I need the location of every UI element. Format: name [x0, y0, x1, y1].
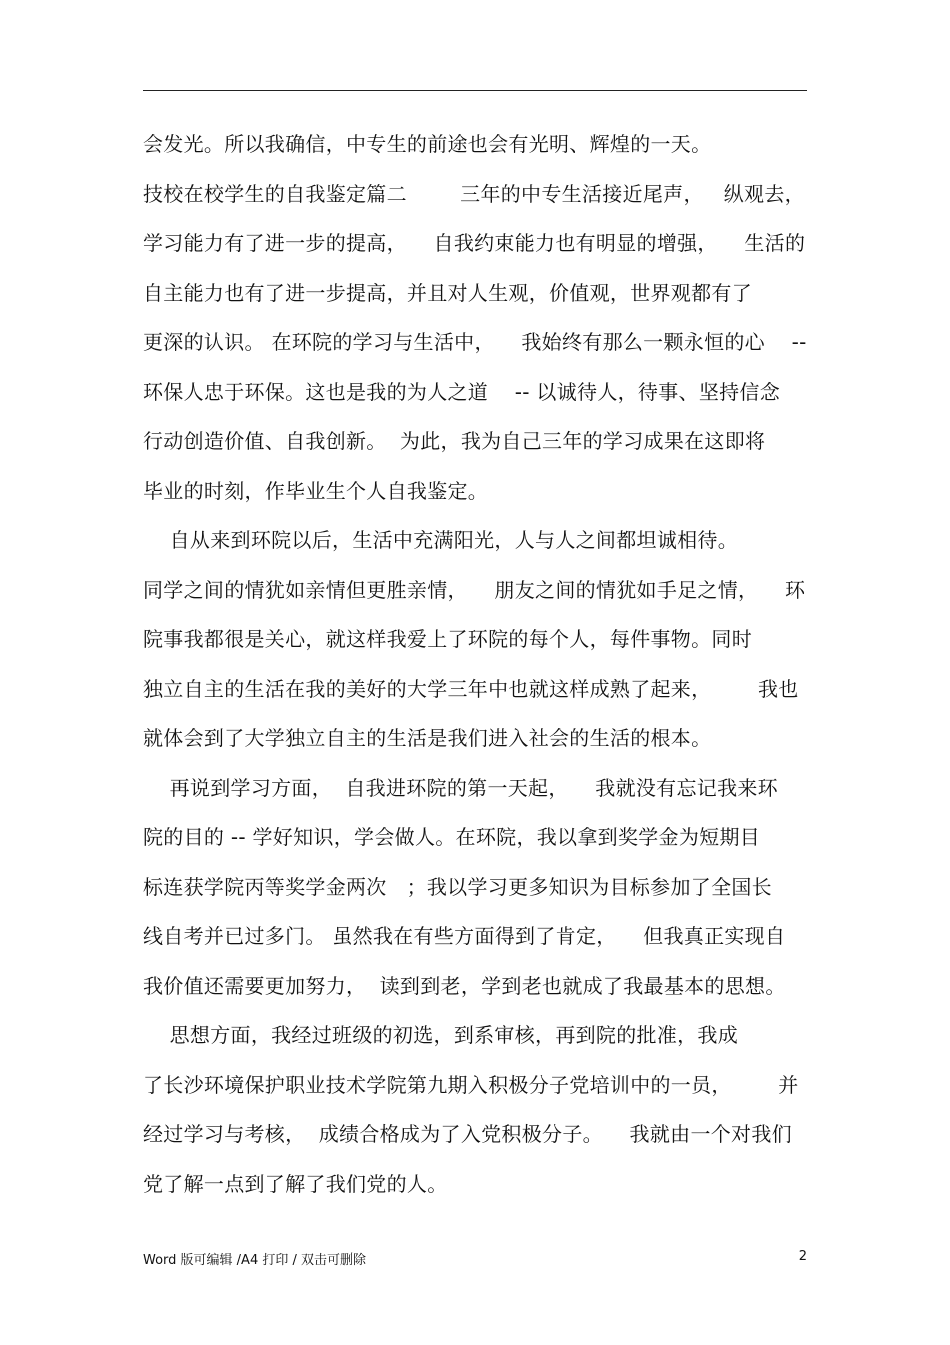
- text-line: 毕业的时刻，作毕业生个人自我鉴定。: [143, 478, 489, 503]
- text-line: 线自考并已过多门。 虽然我在有些方面得到了肯定， 但我真正实现自: [143, 924, 786, 948]
- text-line: 经过学习与考核， 成绩合格成为了入党积极分子。 我就由一个对我们: [143, 1122, 792, 1146]
- text-line: 同学之间的情犹如亲情但更胜亲情， 朋友之间的情犹如手足之情， 环: [143, 577, 806, 602]
- text-line: 独立自主的生活在我的美好的大学三年中也就这样成熟了起来， 我也: [143, 676, 799, 701]
- text-line: 院的目的 -- 学好知识，学会做人。在环院，我以拿到奖学金为短期目: [143, 825, 761, 849]
- text-line: 了长沙环境保护职业技术学院第九期入积极分子党培训中的一员， 并: [143, 1072, 799, 1097]
- text-line: 院事我都很是关心，就这样我爱上了环院的每个人，每件事物。同时: [143, 627, 752, 651]
- text-line: 技校在校学生的自我鉴定篇二 三年的中专生活接近尾声， 纵观去，: [143, 181, 805, 206]
- document-body: [143, 120, 823, 1209]
- text-line: 更深的认识。 在环院的学习与生活中， 我始终有那么一颗永恒的心 --: [143, 330, 807, 354]
- text-line: 自主能力也有了进一步提高，并且对人生观，价值观，世界观都有了: [143, 280, 752, 305]
- text-line: 党了解一点到了解了我们党的人。: [143, 1171, 448, 1196]
- text-line: 自从来到环院以后，生活中充满阳光，人与人之间都坦诚相待。: [143, 528, 739, 552]
- text-line: 行动创造价值、自我创新。 为此，我为自己三年的学习成果在这即将: [143, 429, 766, 453]
- text-line: 就体会到了大学独立自主的生活是我们进入社会的生活的根本。: [143, 726, 712, 750]
- text-line: 再说到学习方面， 自我进环院的第一天起， 我就没有忘记我来环: [143, 775, 778, 800]
- header-rule: [143, 90, 807, 91]
- footer-note: Word 版可编辑 /A4 打印 / 双击可删除: [143, 1253, 366, 1268]
- text-line: 会发光。所以我确信，中专生的前途也会有光明、辉煌的一天。: [143, 132, 712, 156]
- text-line: 思想方面，我经过班级的初选，到系审核，再到院的批准，我成: [143, 1023, 739, 1047]
- text-line: 标连获学院丙等奖学金两次 ；我以学习更多知识为目标参加了全国长: [143, 874, 772, 899]
- text-line: 学习能力有了进一步的提高， 自我约束能力也有明显的增强， 生活的: [143, 231, 806, 255]
- text-line: 环保人忠于环保。这也是我的为人之道 -- 以诚待人，待事、坚持信念: [143, 379, 781, 404]
- page-number: 2: [798, 1249, 807, 1264]
- text-line: 我价值还需要更加努力， 读到到老，学到老也就成了我最基本的思想。: [143, 973, 786, 998]
